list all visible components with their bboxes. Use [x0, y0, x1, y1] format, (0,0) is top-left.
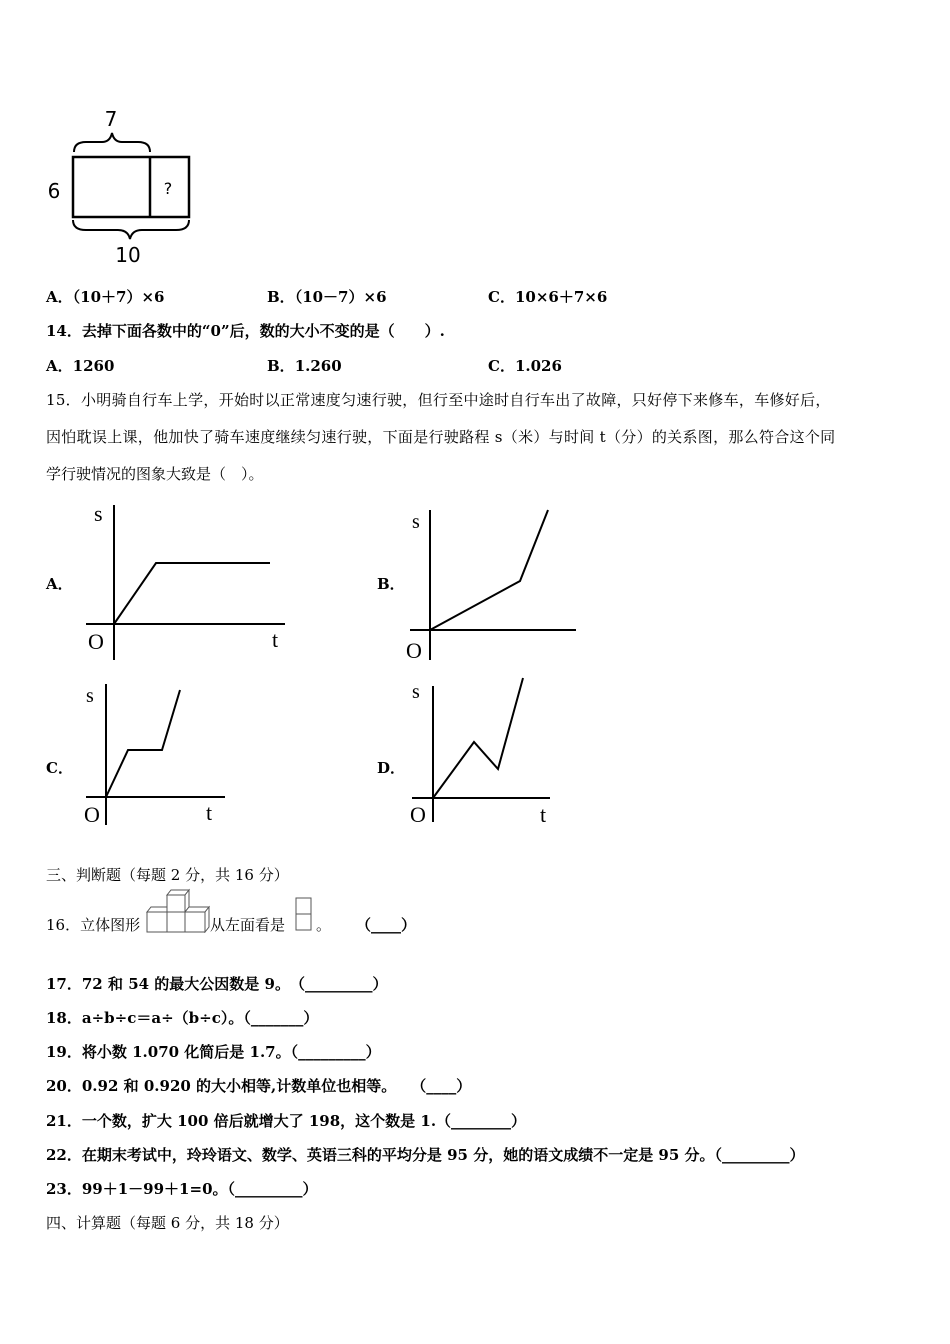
q13-option-a-text: （10＋7）×6: [72, 288, 165, 306]
q14-option-a: [46, 355, 114, 376]
graph-c-x-label: t: [206, 800, 213, 825]
graph-a-x-label: t: [272, 627, 279, 652]
q14-option-a-label: A．: [46, 357, 73, 375]
graph-c: [80, 680, 230, 830]
graph-a-y-label: s: [94, 501, 103, 526]
graph-d-label: D．: [377, 759, 406, 777]
q22-answer-blank[interactable]: （_________）: [714, 1146, 805, 1164]
q13-option-a-label: A．: [46, 288, 73, 306]
q16-answer-blank[interactable]: （____）: [356, 916, 417, 934]
graph-a-curve: [114, 563, 270, 624]
q17-text: 17．72 和 54 的最大公因数是 9。: [46, 975, 283, 993]
q23-text: 23．99＋1－99＋1=0。: [46, 1180, 228, 1198]
q19-answer-blank[interactable]: （_________）: [290, 1043, 381, 1061]
graph-a: [80, 495, 290, 665]
q16-suffix: 。: [316, 916, 332, 934]
q14-stem: 14．去掉下面各数中的“0”后，数的大小不变的是（ ）.: [46, 322, 445, 340]
graph-c-label: C．: [46, 759, 73, 777]
q21-text: 21．一个数，扩大 100 倍后就增大了 198，这个数是 1.: [46, 1112, 437, 1130]
graph-b-origin-label: O: [406, 638, 422, 663]
q17-item: [46, 973, 387, 994]
q19-text: 19．将小数 1.070 化简后是 1.7。: [46, 1043, 291, 1061]
q17-answer-blank[interactable]: （_________）: [297, 975, 388, 993]
q20-text: 20．0.92 和 0.920 的大小相等,计数单位也相等。: [46, 1077, 389, 1095]
q13-option-b-text: （10－7）×6: [294, 288, 387, 306]
q14-option-b: [267, 355, 342, 376]
q14-option-c-text: 1.026: [514, 357, 562, 375]
top-brace: [74, 133, 150, 152]
q13-option-b: [267, 286, 387, 307]
graph-d-origin-label: O: [410, 802, 426, 827]
q20-answer-blank[interactable]: （____）: [418, 1077, 472, 1095]
graph-a-origin-label: O: [88, 629, 104, 654]
graph-b-label: B．: [377, 575, 405, 593]
bottom-brace: [73, 220, 189, 239]
q14-option-c: [488, 355, 562, 376]
q20-item: [46, 1075, 471, 1096]
q16-solid-figure: [145, 887, 211, 933]
q13-option-b-label: B．: [267, 288, 295, 306]
q18-item: [46, 1007, 318, 1028]
q15-stem-line-3: 学行驶情况的图象大致是（ ）。: [46, 465, 264, 483]
q14-option-b-label: B．: [267, 357, 295, 375]
graph-c-curve: [106, 690, 180, 797]
graph-d-curve: [433, 678, 523, 798]
q16-line: [46, 914, 140, 935]
q13-rectangle-figure: [40, 100, 210, 270]
q18-text: 18．a÷b÷c＝a÷（b÷c）。: [46, 1009, 244, 1027]
q23-answer-blank[interactable]: （_________）: [227, 1180, 318, 1198]
q19-item: [46, 1041, 381, 1062]
q13-option-c: [488, 286, 607, 307]
top-width-label: 7: [104, 107, 118, 131]
q13-option-c-label: C．: [488, 288, 515, 306]
q15-stem-line-2: 因怕耽误上课，他加快了骑车速度继续匀速行驶，下面是行驶路程 s（米）与时间 t（分）的关系图，那么符合这个同: [46, 428, 836, 446]
graph-d-y-label: s: [412, 681, 420, 703]
q14-option-b-text: 1.260: [294, 357, 342, 375]
q23-item: [46, 1178, 318, 1199]
graph-c-y-label: s: [86, 685, 94, 707]
q13-option-a: [46, 286, 164, 307]
graph-b: [400, 500, 590, 670]
graph-a-label: A．: [46, 575, 73, 593]
height-label: 6: [47, 179, 61, 203]
section-3-title: 三、判断题（每题 2 分，共 16 分）: [46, 866, 289, 884]
q16-middle: 从左面看是: [210, 916, 286, 934]
graph-d: [400, 672, 560, 832]
q16-left-view-figure: [294, 896, 314, 934]
graph-b-y-label: s: [412, 511, 420, 533]
q14-option-a-text: 1260: [72, 357, 115, 375]
unknown-label: ?: [163, 179, 173, 198]
section-4-title: 四、计算题（每题 6 分，共 18 分）: [46, 1214, 289, 1232]
graph-b-curve: [430, 510, 548, 630]
total-width-label: 10: [115, 243, 141, 267]
graph-d-x-label: t: [540, 802, 547, 827]
q13-option-c-text: 10×6＋7×6: [514, 288, 608, 306]
q18-answer-blank[interactable]: （_______）: [243, 1009, 319, 1027]
q16-prefix: 16．立体图形: [46, 916, 141, 934]
graph-c-origin-label: O: [84, 802, 100, 827]
q21-item: [46, 1110, 526, 1131]
q15-stem-line-1: 15．小明骑自行车上学，开始时以正常速度匀速行驶，但行至中途时自行车出了故障，只好停下来修车，车修好后，: [46, 391, 831, 409]
q22-text: 22．在期末考试中，玲玲语文、数学、英语三科的平均分是 95 分，她的语文成绩不一定是 95 分。: [46, 1146, 715, 1164]
q21-answer-blank[interactable]: （________）: [436, 1112, 527, 1130]
q22-item: [46, 1144, 805, 1165]
q14-option-c-label: C．: [488, 357, 515, 375]
